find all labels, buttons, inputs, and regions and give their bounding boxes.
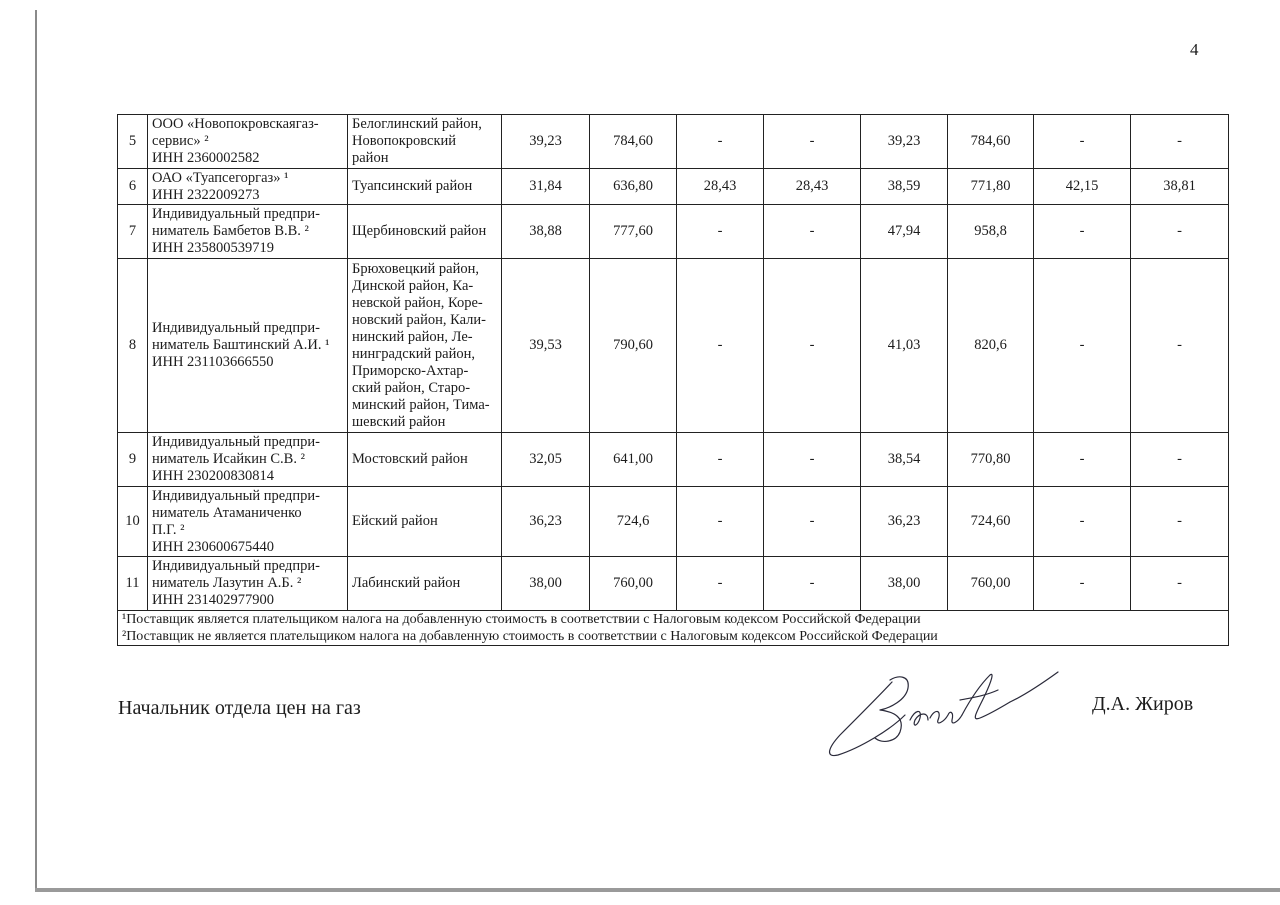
- region-cell: [348, 205, 502, 259]
- value-cell: -: [1131, 115, 1229, 169]
- value-cell: -: [764, 115, 861, 169]
- region-line: Белоглинский район,: [352, 116, 482, 132]
- signer-position: Начальник отдела цен на газ: [118, 697, 361, 719]
- supplier-line: ИНН 230200830814: [152, 468, 275, 484]
- footnote-1: ¹Поставщик является плательщиком налога на добавленную стоимость в соответствии с Налоговым кодексом Российской Федерации: [122, 612, 921, 627]
- table-row: [118, 115, 1229, 169]
- region-line: Новопокровский: [352, 133, 457, 149]
- handwritten-signature: [820, 660, 1070, 765]
- value-cell: 784,60: [590, 115, 677, 169]
- supplier-line: ниматель Баштинский А.И. ¹: [152, 337, 330, 353]
- table-body: [118, 115, 1229, 611]
- scan-edge-bottom: [35, 888, 1280, 892]
- row-number: 10: [118, 487, 148, 557]
- value-cell: 770,80: [948, 433, 1034, 487]
- table-row: [118, 557, 1229, 611]
- row-number: 8: [118, 259, 148, 433]
- region-line: минский район, Тима-: [352, 396, 490, 413]
- region-line: нинский район, Ле-: [352, 328, 473, 345]
- table-row: [118, 259, 1229, 433]
- supplier-line: ниматель Исайкин С.В. ²: [152, 451, 305, 467]
- value-cell: -: [1131, 205, 1229, 259]
- price-table: [117, 114, 1229, 646]
- value-cell: 31,84: [502, 169, 590, 205]
- supplier-line: Индивидуальный предпри-: [152, 320, 320, 336]
- value-cell: -: [1034, 433, 1131, 487]
- value-cell: -: [1131, 259, 1229, 433]
- region-line: Туапсинский район: [352, 178, 473, 194]
- row-number: 7: [118, 205, 148, 259]
- value-cell: 28,43: [764, 169, 861, 205]
- region-line: район: [352, 150, 389, 166]
- supplier-cell: [148, 259, 348, 433]
- supplier-line: ИНН 231402977900: [152, 592, 275, 608]
- supplier-line: Индивидуальный предпри-: [152, 434, 320, 450]
- value-cell: 958,8: [948, 205, 1034, 259]
- region-cell: [348, 433, 502, 487]
- value-cell: 38,59: [861, 169, 948, 205]
- value-cell: -: [764, 259, 861, 433]
- value-cell: -: [1131, 557, 1229, 611]
- region-line: Брюховецкий район,: [352, 260, 480, 277]
- value-cell: -: [764, 433, 861, 487]
- supplier-line: Индивидуальный предпри-: [152, 558, 320, 574]
- value-cell: 724,6: [590, 487, 677, 557]
- value-cell: -: [1131, 433, 1229, 487]
- supplier-line: сервис» ²: [152, 133, 209, 149]
- value-cell: -: [764, 487, 861, 557]
- supplier-cell: [148, 169, 348, 205]
- region-cell: [348, 557, 502, 611]
- supplier-line: ИНН 2322009273: [152, 186, 260, 203]
- region-cell: [348, 115, 502, 169]
- supplier-line: ИНН 231103666550: [152, 354, 274, 370]
- value-cell: 36,23: [502, 487, 590, 557]
- value-cell: 38,00: [861, 557, 948, 611]
- value-cell: -: [677, 205, 764, 259]
- value-cell: 39,23: [502, 115, 590, 169]
- value-cell: -: [677, 433, 764, 487]
- supplier-cell: [148, 115, 348, 169]
- value-cell: 38,00: [502, 557, 590, 611]
- supplier-line: ООО «Новопокровскаягаз-: [152, 116, 319, 132]
- scan-edge-left: [35, 10, 37, 892]
- supplier-line: П.Г. ²: [152, 521, 185, 538]
- value-cell: 42,15: [1034, 169, 1131, 205]
- value-cell: 641,00: [590, 433, 677, 487]
- value-cell: 790,60: [590, 259, 677, 433]
- value-cell: 784,60: [948, 115, 1034, 169]
- value-cell: 41,03: [861, 259, 948, 433]
- value-cell: -: [1034, 205, 1131, 259]
- value-cell: 760,00: [590, 557, 677, 611]
- footnote-2: ²Поставщик не является плательщиком налога на добавленную стоимость в соответствии с Налоговым кодексом Российской Федерации: [122, 629, 938, 644]
- supplier-cell: [148, 487, 348, 557]
- supplier-line: ИНН 2360002582: [152, 150, 260, 166]
- value-cell: 38,81: [1131, 169, 1229, 205]
- page-number: 4: [1190, 40, 1199, 59]
- region-line: ский район, Старо-: [352, 379, 471, 396]
- value-cell: 724,60: [948, 487, 1034, 557]
- region-line: невской район, Коре-: [352, 294, 483, 311]
- table-row: [118, 487, 1229, 557]
- region-cell: [348, 169, 502, 205]
- footnote-row: [118, 611, 1229, 646]
- supplier-line: ниматель Бамбетов В.В. ²: [152, 223, 309, 239]
- footnotes: [118, 611, 1229, 646]
- supplier-line: ИНН 235800539719: [152, 240, 275, 256]
- value-cell: -: [1034, 487, 1131, 557]
- region-line: Ейский район: [352, 513, 438, 529]
- table-row: [118, 169, 1229, 205]
- row-number: 11: [118, 557, 148, 611]
- supplier-line: Индивидуальный предпри-: [152, 487, 320, 504]
- value-cell: 32,05: [502, 433, 590, 487]
- value-cell: -: [1131, 487, 1229, 557]
- region-line: Лабинский район: [352, 575, 461, 591]
- signer-name: Д.А. Жиров: [1092, 693, 1194, 715]
- value-cell: -: [677, 557, 764, 611]
- row-number: 6: [118, 169, 148, 205]
- region-cell: [348, 259, 502, 433]
- value-cell: -: [1034, 115, 1131, 169]
- supplier-cell: [148, 205, 348, 259]
- region-line: нинградский район,: [352, 345, 475, 362]
- supplier-line: ОАО «Туапсегоргаз» ¹: [152, 169, 289, 186]
- value-cell: 39,23: [861, 115, 948, 169]
- region-line: Щербиновский район: [352, 223, 487, 239]
- supplier-cell: [148, 557, 348, 611]
- region-line: Динской район, Ка-: [352, 277, 474, 294]
- value-cell: 39,53: [502, 259, 590, 433]
- value-cell: -: [677, 115, 764, 169]
- value-cell: 771,80: [948, 169, 1034, 205]
- value-cell: 36,23: [861, 487, 948, 557]
- value-cell: 760,00: [948, 557, 1034, 611]
- supplier-line: Индивидуальный предпри-: [152, 206, 320, 222]
- table-row: [118, 205, 1229, 259]
- value-cell: 820,6: [948, 259, 1034, 433]
- supplier-line: ниматель Лазутин А.Б. ²: [152, 575, 302, 591]
- value-cell: -: [677, 487, 764, 557]
- value-cell: 47,94: [861, 205, 948, 259]
- table-row: [118, 433, 1229, 487]
- region-line: Мостовский район: [352, 451, 468, 467]
- value-cell: -: [1034, 259, 1131, 433]
- value-cell: 28,43: [677, 169, 764, 205]
- value-cell: 777,60: [590, 205, 677, 259]
- supplier-line: ИНН 230600675440: [152, 538, 275, 555]
- value-cell: -: [677, 259, 764, 433]
- region-line: Приморско-Ахтар-: [352, 362, 469, 379]
- value-cell: -: [764, 205, 861, 259]
- value-cell: -: [764, 557, 861, 611]
- value-cell: 38,88: [502, 205, 590, 259]
- region-cell: [348, 487, 502, 557]
- region-line: новский район, Кали-: [352, 311, 486, 328]
- row-number: 9: [118, 433, 148, 487]
- row-number: 5: [118, 115, 148, 169]
- region-line: шевский район: [352, 413, 446, 430]
- value-cell: 38,54: [861, 433, 948, 487]
- value-cell: 636,80: [590, 169, 677, 205]
- supplier-cell: [148, 433, 348, 487]
- supplier-line: ниматель Атаманиченко: [152, 504, 302, 521]
- value-cell: -: [1034, 557, 1131, 611]
